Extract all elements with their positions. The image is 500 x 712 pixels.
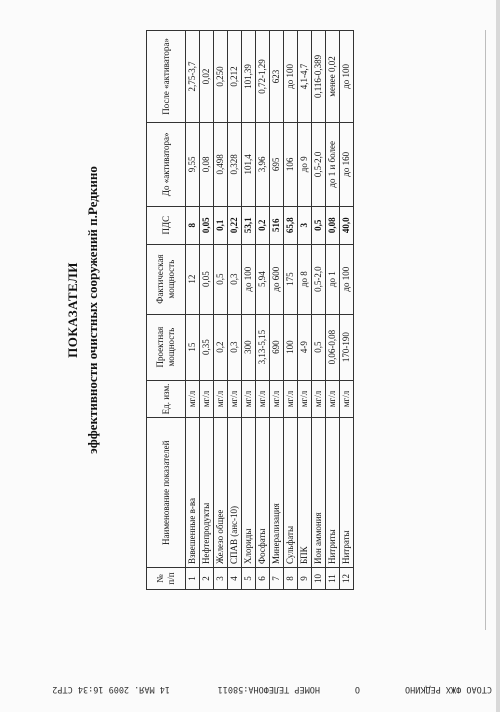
table-cell: 12 [340,568,354,590]
table-cell: до 100 [340,244,354,314]
table-cell: 106 [284,122,298,206]
table-cell: до 1 [326,244,340,314]
table-cell: 0,08 [200,122,214,206]
table-cell: СПАВ (анс-10) [228,418,242,568]
table-cell: 3,13-5,15 [256,314,270,380]
table-cell: 0,250 [214,31,228,123]
table-row [326,31,340,590]
table-cell: мг/л [326,380,340,418]
fax-header [0,678,500,698]
table-cell: мг/л [312,380,326,418]
table-cell: 690 [270,314,284,380]
table-cell: до 160 [340,122,354,206]
column-header: До «активатора» [147,122,186,206]
table-cell: 0,1 [214,206,228,244]
table-cell: 0,5 [214,244,228,314]
table-row [298,31,312,590]
table-cell: менее 0,02 [326,31,340,123]
table-row [312,31,326,590]
table-cell: 53,1 [242,206,256,244]
table-cell: 40,0 [340,206,354,244]
table-cell: 15 [186,314,200,380]
table-cell: 0,116-0,389 [312,31,326,123]
table-cell: 8 [284,568,298,590]
table-cell: 9,55 [186,122,200,206]
document-title: ПОКАЗАТЕЛИ [65,262,80,358]
column-header: Проектная мощность [147,314,186,380]
table-cell: 11 [326,568,340,590]
table-cell: Железо общее [214,418,228,568]
table-cell: 0,3 [228,314,242,380]
table-row [340,31,354,590]
table-cell: 7 [270,568,284,590]
table-cell: мг/л [340,380,354,418]
table-row [186,31,200,590]
table-cell: 101,39 [242,31,256,123]
table-cell: Фосфаты [256,418,270,568]
table-cell: 3,96 [256,122,270,206]
table-cell: 0,02 [200,31,214,123]
table-cell: БПК [298,418,312,568]
table-cell: 0,328 [228,122,242,206]
table-cell: 0,08 [326,206,340,244]
table-cell: 5 [242,568,256,590]
fax-datetime: 14 МАЯ. 2009 16:34 СТР2 [52,684,170,694]
table-cell: до 8 [298,244,312,314]
table-cell: 623 [270,31,284,123]
table-cell: 0,05 [200,244,214,314]
table-cell: мг/л [298,380,312,418]
table-cell: 300 [242,314,256,380]
table-cell: до 100 [340,31,354,123]
table-cell: 695 [270,122,284,206]
column-header: Наименование показателей [147,418,186,568]
table-row [242,31,256,590]
table-cell: 4,1-4,7 [298,31,312,123]
table-cell: 0,72-1,29 [256,31,270,123]
table-row [270,31,284,590]
table-cell: 2 [200,568,214,590]
table-cell: до 100 [284,31,298,123]
fax-mark: О [354,684,360,694]
table-row [214,31,228,590]
table-cell: 4 [228,568,242,590]
table-cell: мг/л [256,380,270,418]
table-cell: 0,05 [200,206,214,244]
table-cell: 0,35 [200,314,214,380]
table-cell: 3 [214,568,228,590]
table-cell: 6 [256,568,270,590]
table-cell: 0,2 [256,206,270,244]
table-cell: Сульфаты [284,418,298,568]
table-cell: до 600 [270,244,284,314]
column-header: ПДС [147,206,186,244]
table-cell: Взвешенные в-ва [186,418,200,568]
table-cell: Нитриты [326,418,340,568]
rotated-page [50,10,490,610]
table-cell: 3 [298,206,312,244]
table-cell: 0,212 [228,31,242,123]
indicators-table [146,30,354,590]
table-cell: 0,5-2,0 [312,122,326,206]
table-cell: 170-190 [340,314,354,380]
table-cell: 2,75-3,7 [186,31,200,123]
table-header-row [147,31,186,590]
table-cell: 0,06-0,08 [326,314,340,380]
table-cell: 8 [186,206,200,244]
table-cell: мг/л [284,380,298,418]
column-header: После «активатора» [147,31,186,123]
column-header: Ед. изм. [147,380,186,418]
table-cell: 4-9 [298,314,312,380]
table-cell: 0,5 [312,314,326,380]
table-row [256,31,270,590]
table-cell: 0,3 [228,244,242,314]
table-cell: Ион аммония [312,418,326,568]
table-cell: до 9 [298,122,312,206]
table-cell: 9 [298,568,312,590]
table-cell: 10 [312,568,326,590]
table-cell: мг/л [270,380,284,418]
table-cell: 100 [284,314,298,380]
scan-edge [496,0,500,712]
table-cell: 5,94 [256,244,270,314]
table-cell: Нефтепродукты [200,418,214,568]
fax-sender: СТОАО ФЖХ РЕДКИНО [405,684,492,694]
table-cell: Минерализация [270,418,284,568]
table-cell: Хлориды [242,418,256,568]
table-cell: 12 [186,244,200,314]
table-cell: 0,2 [214,314,228,380]
column-header: № п/п [147,568,186,590]
table-cell: 0,22 [228,206,242,244]
table-cell: 101,4 [242,122,256,206]
table-row [284,31,298,590]
table-cell: мг/л [242,380,256,418]
table-row [200,31,214,590]
table-cell: мг/л [200,380,214,418]
table-cell: до 1 и более [326,122,340,206]
table-cell: 1 [186,568,200,590]
document-subtitle: эффективности очистных сооружений п.Редкино [85,166,100,454]
table-cell: до 100 [242,244,256,314]
table-cell: мг/л [186,380,200,418]
table-cell: 0,498 [214,122,228,206]
column-header: Фактическая мощность [147,244,186,314]
table-cell: 65,8 [284,206,298,244]
table-cell: 0,5 [312,206,326,244]
table-cell: Нитраты [340,418,354,568]
table-cell: мг/л [228,380,242,418]
table-cell: 516 [270,206,284,244]
fax-phone: НОМЕР ТЕЛЕФОНА:58011 [217,684,320,694]
table-body [186,31,354,590]
table-cell: 175 [284,244,298,314]
table-cell: мг/л [214,380,228,418]
table-cell: 0,5-2,0 [312,244,326,314]
table-row [228,31,242,590]
